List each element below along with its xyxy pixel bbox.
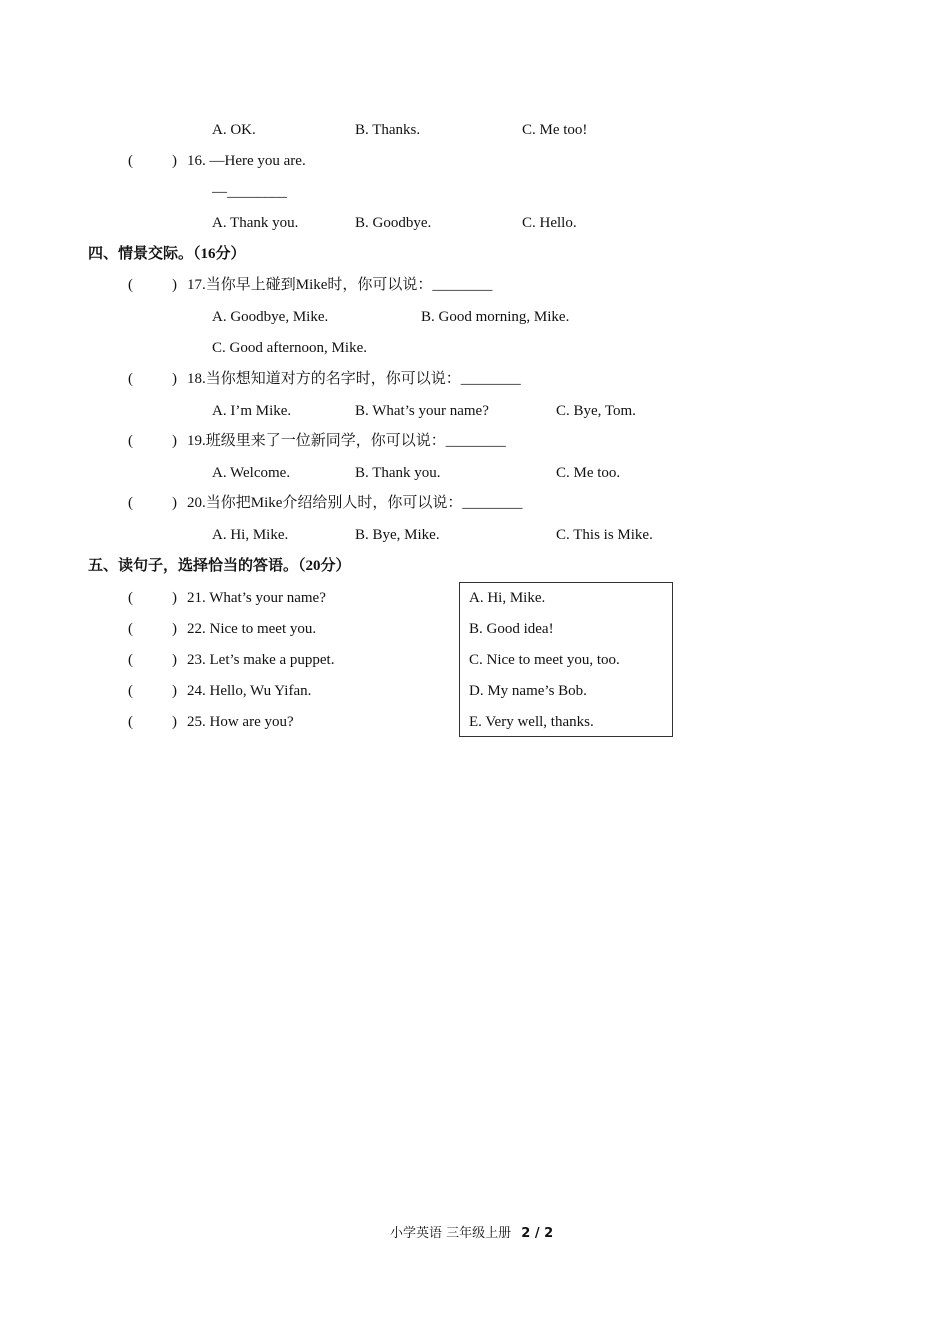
paren-close: ) xyxy=(172,590,177,606)
q25-text: 25. How are you? xyxy=(187,714,294,730)
q16-stem: 16. —Here you are. xyxy=(187,153,306,169)
paren-open: ( xyxy=(128,277,133,293)
q17-stem: 17.当你早上碰到Mike时，你可以说：________ xyxy=(187,277,493,293)
page-footer xyxy=(390,1224,553,1244)
q24-text: 24. Hello, Wu Yifan. xyxy=(187,683,312,699)
paren-close: ) xyxy=(172,277,177,293)
q17-option-b: B. Good morning, Mike. xyxy=(421,309,570,325)
q15-option-b: B. Thanks. xyxy=(355,122,421,138)
q15-option-c: C. Me too! xyxy=(522,122,588,138)
paren-open: ( xyxy=(128,621,133,637)
q19-option-b: B. Thank you. xyxy=(355,465,441,481)
q15-option-a: A. OK. xyxy=(212,122,256,138)
paren-open: ( xyxy=(128,371,133,387)
paren-open: ( xyxy=(128,652,133,668)
paren-close: ) xyxy=(172,714,177,730)
footer-label: 小学英语 三年级上册 xyxy=(390,1226,512,1241)
paren-open: ( xyxy=(128,590,133,606)
q21-text: 21. What’s your name? xyxy=(187,590,326,606)
q16-option-a: A. Thank you. xyxy=(212,215,299,231)
paren-close: ) xyxy=(172,621,177,637)
paren-open: ( xyxy=(128,153,133,169)
q20-option-c: C. This is Mike. xyxy=(556,527,653,543)
answer-choice-d: D. My name’s Bob. xyxy=(469,683,587,699)
paren-close: ) xyxy=(172,153,177,169)
q20-option-b: B. Bye, Mike. xyxy=(355,527,440,543)
answer-choice-b: B. Good idea! xyxy=(469,621,554,637)
q19-stem: 19.班级里来了一位新同学，你可以说：________ xyxy=(187,433,506,449)
q18-option-c: C. Bye, Tom. xyxy=(556,403,636,419)
paren-open: ( xyxy=(128,433,133,449)
paren-open: ( xyxy=(128,714,133,730)
q16-option-b: B. Goodbye. xyxy=(355,215,432,231)
answer-choice-c: C. Nice to meet you, too. xyxy=(469,652,620,668)
paren-close: ) xyxy=(172,371,177,387)
q18-option-a: A. I’m Mike. xyxy=(212,403,292,419)
q18-option-b: B. What’s your name? xyxy=(355,403,489,419)
q19-option-a: A. Welcome. xyxy=(212,465,291,481)
q20-option-a: A. Hi, Mike. xyxy=(212,527,289,543)
paren-close: ) xyxy=(172,433,177,449)
answer-choice-a: A. Hi, Mike. xyxy=(469,590,546,606)
q16-reply-blank: —________ xyxy=(212,184,287,200)
q19-option-c: C. Me too. xyxy=(556,465,621,481)
q16-option-c: C. Hello. xyxy=(522,215,577,231)
q20-stem: 20.当你把Mike介绍给别人时，你可以说：________ xyxy=(187,495,523,511)
q23-text: 23. Let’s make a puppet. xyxy=(187,652,335,668)
section-5-heading: 五、读句子，选择恰当的答语。（20分） xyxy=(88,558,351,574)
paren-open: ( xyxy=(128,683,133,699)
paren-close: ) xyxy=(172,683,177,699)
paren-close: ) xyxy=(172,652,177,668)
paren-close: ) xyxy=(172,495,177,511)
page-number: 2 / 2 xyxy=(521,1226,554,1241)
paren-open: ( xyxy=(128,495,133,511)
q18-stem: 18.当你想知道对方的名字时，你可以说：________ xyxy=(187,371,521,387)
q22-text: 22. Nice to meet you. xyxy=(187,621,317,637)
q17-option-c: C. Good afternoon, Mike. xyxy=(212,340,367,356)
section-4-heading: 四、情景交际。（16分） xyxy=(88,246,246,262)
answer-choice-e: E. Very well, thanks. xyxy=(469,714,594,730)
q17-option-a: A. Goodbye, Mike. xyxy=(212,309,329,325)
